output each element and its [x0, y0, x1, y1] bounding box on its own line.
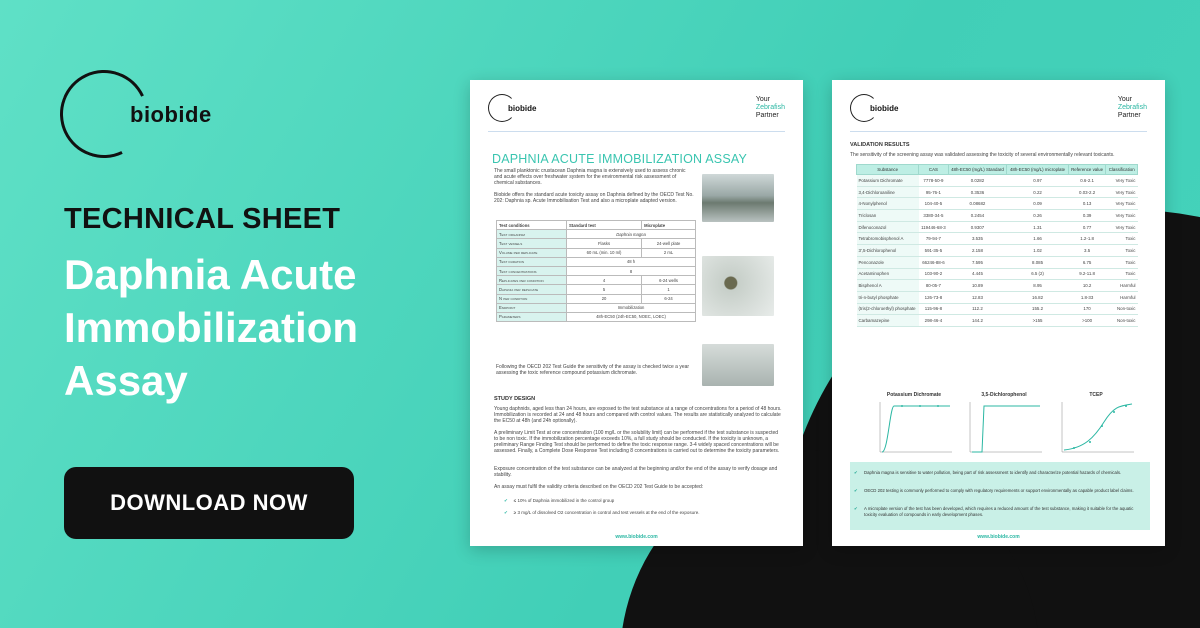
sheet-preview-page-1	[470, 80, 803, 546]
partner-tagline: Your Zebrafish Partner	[1117, 96, 1147, 119]
dose-response-chart: TCEP	[1054, 392, 1138, 472]
checkmark-icon: ✔	[504, 510, 508, 515]
page-header	[488, 92, 785, 132]
sheet-preview-page-2	[832, 80, 1165, 546]
page-logo-text: biobide	[870, 104, 899, 113]
daphnia-photo	[702, 256, 774, 316]
kicker-text: TECHNICAL SHEET	[64, 203, 341, 235]
page-title: DAPHNIA ACUTE IMMOBILIZATION ASSAY	[492, 152, 747, 166]
table-row: Difenoconazol 119446-68-3 0.9307 1.31 0.77 Very Toxic	[857, 221, 1138, 233]
body-paragraph: Young daphnids, aged less than 24 hours, are exposed to the test substance at a range of concentrations for a period of 48 hours. Immobilization is recorded at 24 and 48 hours and compared with control values. The results are statistically analyzed to calculate the EC50 at 48h (and 24h optionally).	[494, 406, 782, 424]
checkmark-icon: ✔	[854, 488, 858, 493]
lab-photo	[702, 344, 774, 386]
page-footer: www.biobide.com	[615, 534, 658, 540]
table-row: Replicates per condition 4 6-24 wells	[497, 276, 696, 285]
body-paragraph: A preliminary Limit Test at one concentration (100 mg/L or the solubility limit) can be performed if the test substance is suspected to be non toxic. If the immobilization percentage exceeds 10%, a full study should be conducted. If the toxicity is unknown, a preliminary Range Finding Test should be performed to define the toxic response range. 3-4 widely spaced concentrations will be assessed. Finally, a Complete Dose Response Test including 8 concentrations is carried out to determine the toxicity parameters.	[494, 430, 780, 454]
table-row: tri-n-butyl phosphate 126-73-8 12.83 16.82 1.8-33 Harmful	[857, 291, 1138, 303]
brand-logo[interactable]	[60, 70, 210, 160]
key-point: ✔ OECD 202 testing is commonly performed to comply with regulatory requirements or support environmentally as capable product label claims.	[854, 488, 1134, 493]
dose-response-chart: Potassium Dichromate	[872, 392, 956, 472]
checkmark-icon: ✔	[504, 498, 508, 503]
page-header	[850, 92, 1147, 132]
intro-paragraph: Biobide offers the standard acute toxicity assay on Daphnia defined by the OECD Test No. 202: Daphnia sp. Acute Immobilisation Test and also a microplate adapted version.	[494, 192, 694, 204]
table-row: Test concentrations 8	[497, 266, 696, 275]
validation-table: Substance CAS 48h-EC50 (mg/L) Standard 48h-EC50 (mg/L) microplate Reference value Classification Potassium Dichromate 7778-50-9 0.0282 0.97 0.6-2.1 Very Toxic 3,4-Dichloroaniline 95-76-1 0.3536 0.22 0.03-2.2 Very Toxic 4-Nonylphenol 104-40-5 0.08682 0.09 0.13 Very Toxic Triclosan 3380-34-5 0.2454 0.26 0.39 Very Toxic Difenoconazol 119446-68-3 0.9307 1.31 0.77 Very Toxic Tetrabromobisphenol A 79-94-7 3.535 1.66 1.2-1.8 Toxic 3',5-Dichlorophenol 591-35-5 2.158 1.02 3.5 Toxic Penconazole 66246-88-6 7.595 8.085 6.75 Toxic Acetaminophen 103-90-2 4.445 6.5 (2) 9.2-11.8 Toxic Bisphenol A 80-05-7 10.89 8.95 10.2 Harmful tri-n-butyl phosphate 126-73-8 12.83 16.82 1.8-33 Harmful (tris(2-chloroethyl) phosphate 115-96-8 112.2 155.2 170 Non-toxic Carbamazepine 298-46-4 144.2 >155 >100 Non-toxic	[856, 164, 1138, 327]
section-heading: STUDY DESIGN	[494, 396, 536, 402]
table-row: 3',5-Dichlorophenol 591-35-5 2.158 1.02 3.5 Toxic	[857, 245, 1138, 257]
table-caption: Following the OECD 202 Test Guide the sensitivity of the assay is checked twice a year assessing the toxic reference compound potassium dichromate.	[496, 364, 690, 376]
table-row: Volume per replicate 60 mL (min. 10 ml) 2 mL	[497, 248, 696, 257]
table-row: Penconazole 66246-88-6 7.595 8.085 6.75 Toxic	[857, 256, 1138, 268]
checkmark-icon: ✔	[854, 506, 858, 511]
table-row: Parameters 48h-EC50 (24h-EC50, NOEC, LOEC)	[497, 312, 696, 321]
key-point: ✔ A microplate version of the test has been developed, which requires a reduced amount of the test substance, making it suitable for the aquatic toxicity evaluation of compounds in early development phases.	[854, 506, 1134, 517]
table-row: Test duration 48 h	[497, 257, 696, 266]
test-conditions-table: Test conditions Standard test Microplate Test organism Daphnia magna Test vessels Flasks 24-well plate Volume per replicate 60 mL (min. 10 ml) 2 mL Test duration 48 h Test concentrations 8 Replicates per condition 4 6-24 wells Daphnia per replicate 5 1 N per condition 20 6-24 Endpoint Immobilization Parameters 48h-EC50 (24h-EC50, NOEC, LOEC)	[496, 220, 696, 322]
key-point: ✔ Daphnia magna is sensitive to water pollution, being part of risk assessment to identify and characterize potential hazards of chemicals.	[854, 470, 1122, 475]
table-row: Test organism Daphnia magna	[497, 230, 696, 239]
partner-tagline: Your Zebrafish Partner	[755, 96, 785, 119]
checkmark-icon: ✔	[854, 470, 858, 475]
page-footer: www.biobide.com	[977, 534, 1020, 540]
table-row: Tetrabromobisphenol A 79-94-7 3.535 1.66 1.2-1.8 Toxic	[857, 233, 1138, 245]
table-row: Acetaminophen 103-90-2 4.445 6.5 (2) 9.2-11.8 Toxic	[857, 268, 1138, 280]
headline: Daphnia Acute Immobilization Assay	[64, 251, 358, 404]
page-logo-text: biobide	[508, 104, 537, 113]
dose-response-chart: 3,5-Dichlorophenol	[962, 392, 1046, 472]
table-row: (tris(2-chloroethyl) phosphate 115-96-8 112.2 155.2 170 Non-toxic	[857, 303, 1138, 315]
table-row: Bisphenol A 80-05-7 10.89 8.95 10.2 Harmful	[857, 280, 1138, 292]
intro-paragraph: The sensitivity of the screening assay was validated assessing the toxicity of several environmentally relevant toxicants.	[850, 152, 1115, 158]
table-row: N per condition 20 6-24	[497, 294, 696, 303]
table-row: 3,4-Dichloroaniline 95-76-1 0.3536 0.22 0.03-2.2 Very Toxic	[857, 186, 1138, 198]
checklist-item: ✔ ≥ 3 mg/L of dissolved O2 concentration in control and test vessels at the end of the exposure.	[504, 510, 700, 515]
table-row: Test vessels Flasks 24-well plate	[497, 239, 696, 248]
table-row: Daphnia per replicate 5 1	[497, 285, 696, 294]
table-row: 4-Nonylphenol 104-40-5 0.08682 0.09 0.13 Very Toxic	[857, 198, 1138, 210]
checklist-item: ✔ ≤ 10% of Daphnia immobilized in the control group	[504, 498, 615, 503]
logo-wordmark: biobide	[130, 102, 212, 127]
table-row: Triclosan 3380-34-5 0.2454 0.26 0.39 Very Toxic	[857, 210, 1138, 222]
download-button[interactable]: DOWNLOAD NOW	[64, 467, 354, 539]
body-paragraph: An assay must fulfil the validity criteria described on the OECD 202 Test Guide to be accepted:	[494, 484, 704, 490]
table-row: Endpoint Immobilization	[497, 303, 696, 312]
intro-paragraph: The small planktonic crustacean Daphnia magna is extensively used to assess chronic and acute effects over freshwater system for the environmental risk assessment of chemical substances.	[494, 168, 686, 186]
section-heading: VALIDATION RESULTS	[850, 142, 910, 148]
body-paragraph: Exposure concentration of the test substance can be analyzed at the beginning and/or the end of the assay to verify dosage and stability.	[494, 466, 778, 478]
table-row: Carbamazepine 298-46-4 144.2 >155 >100 Non-toxic	[857, 315, 1138, 327]
lake-photo	[702, 174, 774, 222]
table-row: Potassium Dichromate 7778-50-9 0.0282 0.97 0.6-2.1 Very Toxic	[857, 175, 1138, 187]
key-points-box	[850, 462, 1150, 530]
